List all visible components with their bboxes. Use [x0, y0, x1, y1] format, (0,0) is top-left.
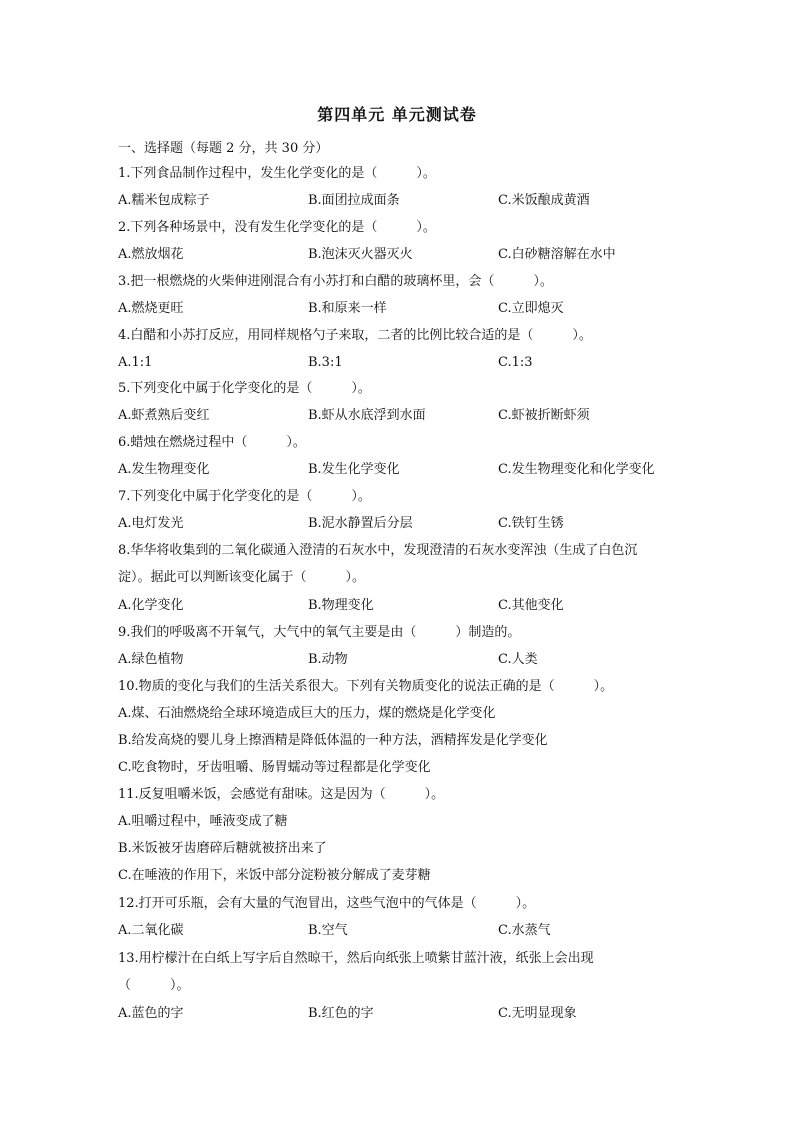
options-7 — [118, 515, 678, 533]
option-b: B.和原来一样 — [308, 301, 387, 316]
option-b: B.给发高烧的婴儿身上擦酒精是降低体温的一种方法，酒精挥发是化学变化 — [118, 733, 548, 748]
options-2 — [118, 246, 678, 264]
option-a: A.燃烧更旺 — [118, 301, 184, 316]
option-b: B.3:1 — [308, 355, 343, 370]
options-12 — [118, 922, 678, 940]
option-c: C.人类 — [498, 652, 538, 667]
option-b: B.虾从水底浮到水面 — [308, 408, 426, 423]
question-11: 11.反复咀嚼米饭，会感觉有甜味。这是因为（ ）。 — [118, 787, 445, 802]
option-c: C.1:3 — [498, 355, 533, 370]
option-a: A.绿色植物 — [118, 652, 184, 667]
option-b: B.红色的字 — [308, 1006, 374, 1021]
option-a: A.蓝色的字 — [118, 1006, 184, 1021]
option-c: C.吃食物时，牙齿咀嚼、肠胃蠕动等过程都是化学变化 — [118, 760, 431, 775]
options-9 — [118, 651, 678, 669]
option-b: B.空气 — [308, 923, 348, 938]
option-c: C.在唾液的作用下，米饭中部分淀粉被分解成了麦芽糖 — [118, 868, 431, 883]
question-7: 7.下列变化中属于化学变化的是（ ）。 — [118, 489, 371, 504]
option-a: A.糯米包成粽子 — [118, 193, 210, 208]
option-c: C.白砂糖溶解在水中 — [498, 247, 616, 262]
option-c: C.铁钉生锈 — [498, 516, 564, 531]
question-6: 6.蜡烛在燃烧过程中（ ）。 — [118, 435, 306, 450]
question-12: 12.打开可乐瓶，会有大量的气泡冒出，这些气泡中的气体是（ ）。 — [118, 896, 536, 911]
option-b: B.泡沫灭火器灭火 — [308, 247, 413, 262]
question-13-continued: （ ）。 — [118, 978, 190, 993]
section-heading: 一、选择题（每题 2 分，共 30 分） — [118, 141, 329, 156]
question-1: 1.下列食品制作过程中，发生化学变化的是（ ）。 — [118, 166, 436, 181]
option-b: B.物理变化 — [308, 598, 374, 613]
option-a: A.化学变化 — [118, 598, 184, 613]
question-3: 3.把一根燃烧的火柴伸进刚混合有小苏打和白醋的玻璃杯里，会（ ）。 — [118, 274, 553, 289]
option-a: A.1:1 — [118, 355, 153, 370]
option-a: A.煤、石油燃烧给全球环境造成巨大的压力，煤的燃烧是化学变化 — [118, 706, 496, 721]
question-8-continued: 淀）。据此可以判断该变化属于（ ）。 — [118, 570, 366, 585]
option-b: B.动物 — [308, 652, 348, 667]
question-4: 4.白醋和小苏打反应，用同样规格勺子来取，二者的比例比较合适的是（ ）。 — [118, 328, 592, 343]
option-b: B.面团拉成面条 — [308, 193, 400, 208]
options-3 — [118, 300, 678, 318]
options-5 — [118, 407, 678, 425]
option-b: B.发生化学变化 — [308, 462, 400, 477]
option-b: B.米饭被牙齿磨碎后糖就被挤出来了 — [118, 841, 327, 856]
options-13 — [118, 1005, 678, 1023]
option-a: A.电灯发光 — [118, 516, 184, 531]
option-c: C.发生物理变化和化学变化 — [498, 462, 655, 477]
options-4 — [118, 354, 678, 372]
option-c: C.虾被折断虾须 — [498, 408, 590, 423]
option-a: A.燃放烟花 — [118, 247, 184, 262]
option-c: C.其他变化 — [498, 598, 564, 613]
option-a: A.虾煮熟后变红 — [118, 408, 210, 423]
option-b: B.泥水静置后分层 — [308, 516, 413, 531]
question-13: 13.用柠檬汁在白纸上写字后自然晾干，然后向纸张上喷紫甘蓝汁液，纸张上会出现 — [118, 951, 594, 966]
option-c: C.立即熄灭 — [498, 301, 564, 316]
options-1 — [118, 192, 678, 210]
question-8: 8.华华将收集到的二氧化碳通入澄清的石灰水中，发现澄清的石灰水变浑浊（生成了白色沉 — [118, 543, 638, 558]
question-10: 10.物质的变化与我们的生活关系很大。下列有关物质变化的说法正确的是（ ）。 — [118, 679, 614, 694]
option-c: C.水蒸气 — [498, 923, 551, 938]
page-title: 第四单元 单元测试卷 — [317, 105, 477, 124]
question-5: 5.下列变化中属于化学变化的是（ ）。 — [118, 381, 371, 396]
options-8 — [118, 597, 678, 615]
question-2: 2.下列各种场景中，没有发生化学变化的是（ ）。 — [118, 220, 436, 235]
option-c: C.米饭酿成黄酒 — [498, 193, 590, 208]
option-a: A.二氧化碳 — [118, 923, 184, 938]
question-9: 9.我们的呼吸离不开氧气，大气中的氧气主要是由（ ）制造的。 — [118, 625, 521, 640]
options-6 — [118, 461, 678, 479]
option-a: A.发生物理变化 — [118, 462, 210, 477]
option-c: C.无明显现象 — [498, 1006, 577, 1021]
option-a: A.咀嚼过程中，唾液变成了糖 — [118, 814, 288, 829]
